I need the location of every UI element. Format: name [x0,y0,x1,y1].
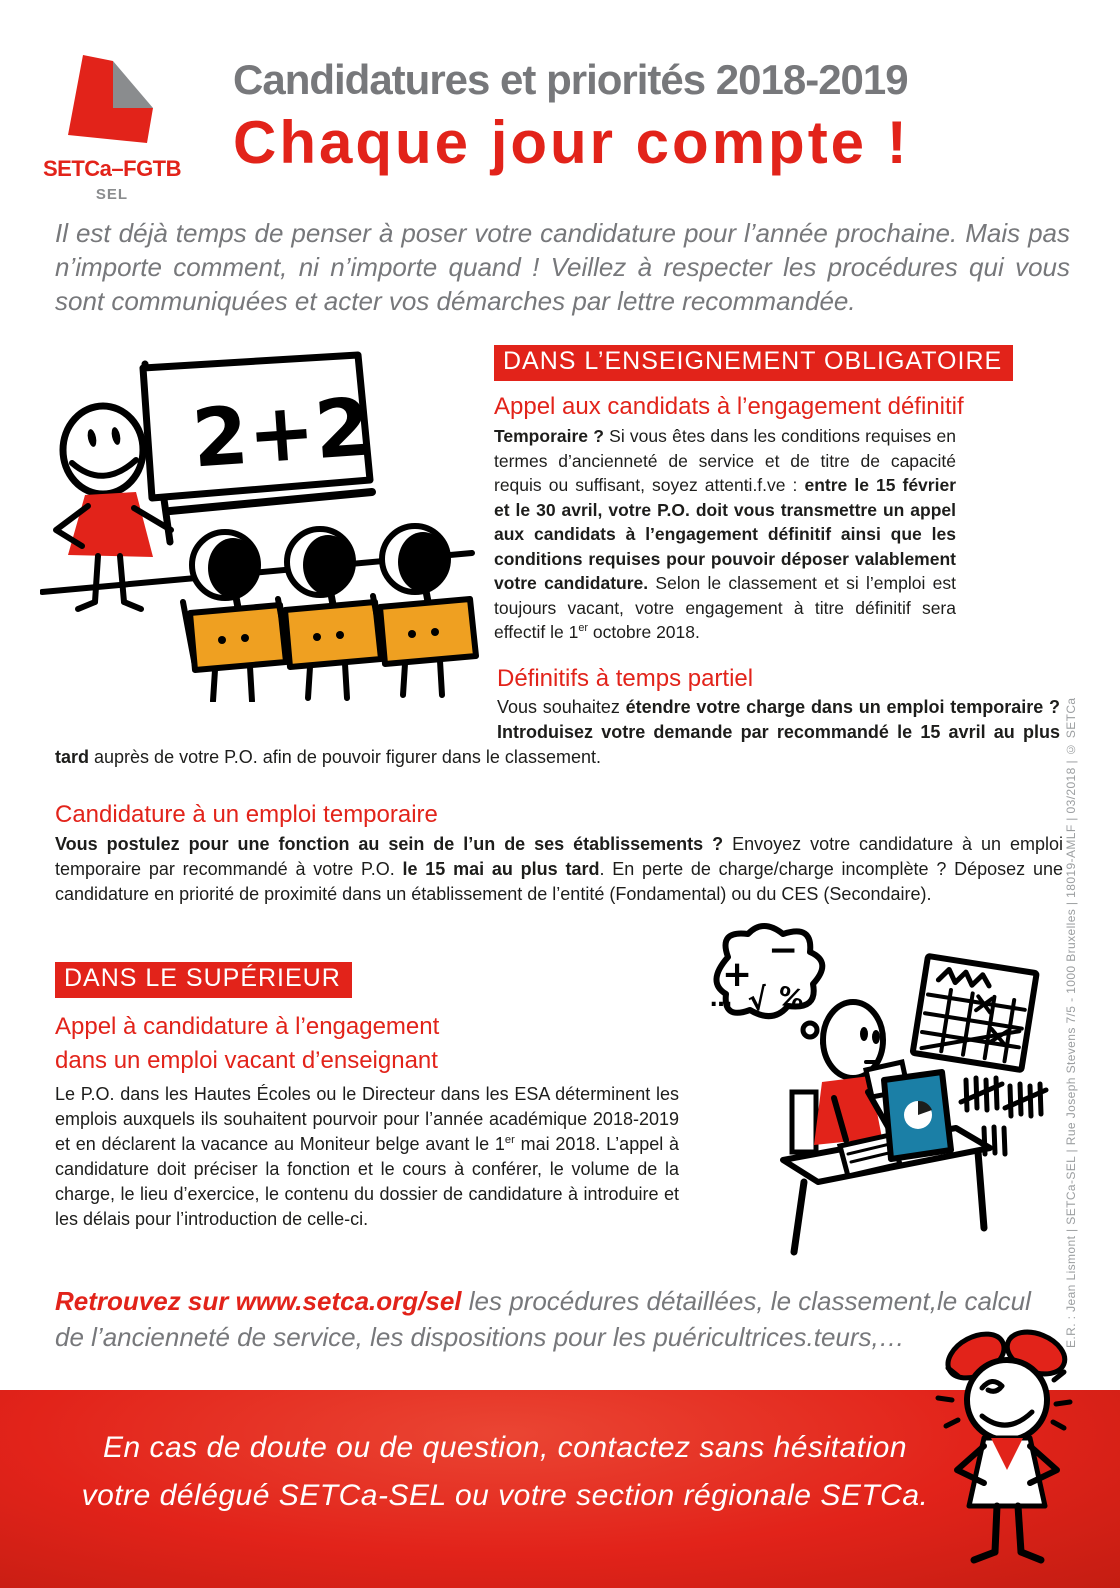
student-figure [278,529,381,698]
heading-appel-candidats: Appel aux candidats à l’engagement définitif [494,393,964,420]
paragraph-superieur: Le P.O. dans les Hautes Écoles ou le Directeur dans les ESA déterminent les emplois auxquels ils souhaitent pourvoir pour l’année académique 2018-2019 et en déclarent la vacance au Moniteur belge avant le 1er mai 2018. L’appel à candidature doit préciser la fonction et le cours à conférer, le volume de la charge, le lieu d’exercice, le contenu du dossier de candidature à introduire et les délais pour l’introduction de celle-ci. [55,1084,679,1229]
math-symbol: … [710,987,732,1012]
mascot-body [957,1438,1057,1560]
retrouvez-paragraph [55,1283,1055,1355]
paragraph-candidature-temporaire: Vous postulez pour une fonction au sein de l’un de ses établissements ? Envoyez votre candidature à un emploi temporaire par recommandé à votre P.O. le 15 mai au plus tard. En perte de charge/charge incomplète ? Déposez une candidature en priorité de proximité dans un établissement de l’entité (Fondamental) ou du CES (Secondaire). [55,834,1064,904]
document-title: Chaque jour compte ! [233,109,910,176]
setca-logo-icon [60,48,170,148]
math-symbol: √ [745,981,771,1020]
calendar-icon [913,956,1037,1070]
chair [792,1092,816,1152]
thought-bubble-icon [710,926,828,1047]
setca-url-link[interactable]: Retrouvez sur www.setca.org/sel [55,1286,462,1316]
paragraph-definitifs: Vous souhaitez étendre votre charge dans un emploi temporaire ? Introduisez votre demande par recommandé le 15 avril au plus tard auprès de votre P.O. afin de pouvoir figurer dans le classement. [55,697,1061,767]
math-symbol: + [722,954,753,995]
illustration-wrap-spacer [55,695,497,721]
heading-appel-candidature-line2: dans un emploi vacant d’enseignant [55,1047,438,1074]
heading-candidature-emploi-temporaire: Candidature à un emploi temporaire [55,801,438,828]
footer-message-line2: votre délégué SETCa-SEL ou votre section régionale SETCa. [81,1479,929,1512]
paragraph-temporaire: Temporaire ? Si vous êtes dans les conditions requises en termes d’ancienneté de service et de titre de capacité requis ou suffisant, soyez attenti.f.ve : entre le 15 février et le 30 avril, votre P.O. doit vous transmettre un appel aux candidats à l’engagement définitif ainsi que les conditions requises pour pouvoir déposer valablement votre candidature. Selon le classement et si l’emploi est toujours vacant, votre engagement à titre définitif sera effectif le 1er octobre 2018. [494,426,956,642]
heading-appel-candidature-line1: Appel à candidature à l’engagement [55,1013,440,1040]
mascot-illustration [912,1320,1102,1586]
heading-appel-candidature [55,1010,439,1078]
whiteboard [143,355,374,511]
publication-credit: E.R. : Jean Lismont | SETCa-SEL | Rue Joseph Stevens 7/5 - 1000 Bruxelles | 18019-AMLF | 03/2018 | © SETCa [1064,697,1078,1348]
intro-paragraph: Il est déjà temps de penser à poser votre candidature pour l’année prochaine. Mais pas n’importe comment, ni n’importe quand ! Veillez à respecter les procédures qui vous sont communiquées et acter vos démarches par lettre recommandée. [55,218,1070,316]
math-symbol: % [775,981,807,1017]
logo-sub: SEL [95,186,129,203]
mascot-head [967,1360,1047,1440]
student-figure [183,532,286,701]
math-symbol: − [768,930,799,971]
footer-message [30,1424,980,1520]
section-banner-superieur: DANS LE SUPÉRIEUR [55,962,352,998]
footer-message-line1: En cas de doute ou de question, contactez sans hésitation [102,1431,908,1464]
logo-gray-fold [113,61,153,108]
board-text: 2+2 [189,380,374,486]
logo-brand: SETCa–FGTB [42,156,182,181]
classroom-illustration [40,350,480,702]
heading-definitifs-temps-partiel: Définitifs à temps partiel [497,665,754,692]
retrouvez-rest: les procédures détaillées, le classement,le calcul de l’ancienneté de service, les dispositions pour les puéricultrices.teurs,… [55,1286,1031,1352]
section-banner-obligatoire: DANS L’ENSEIGNEMENT OBLIGATOIRE [494,345,1013,381]
desk-illustration [688,922,1088,1257]
document-suptitle: Candidatures et priorités 2018-2019 [233,56,908,103]
